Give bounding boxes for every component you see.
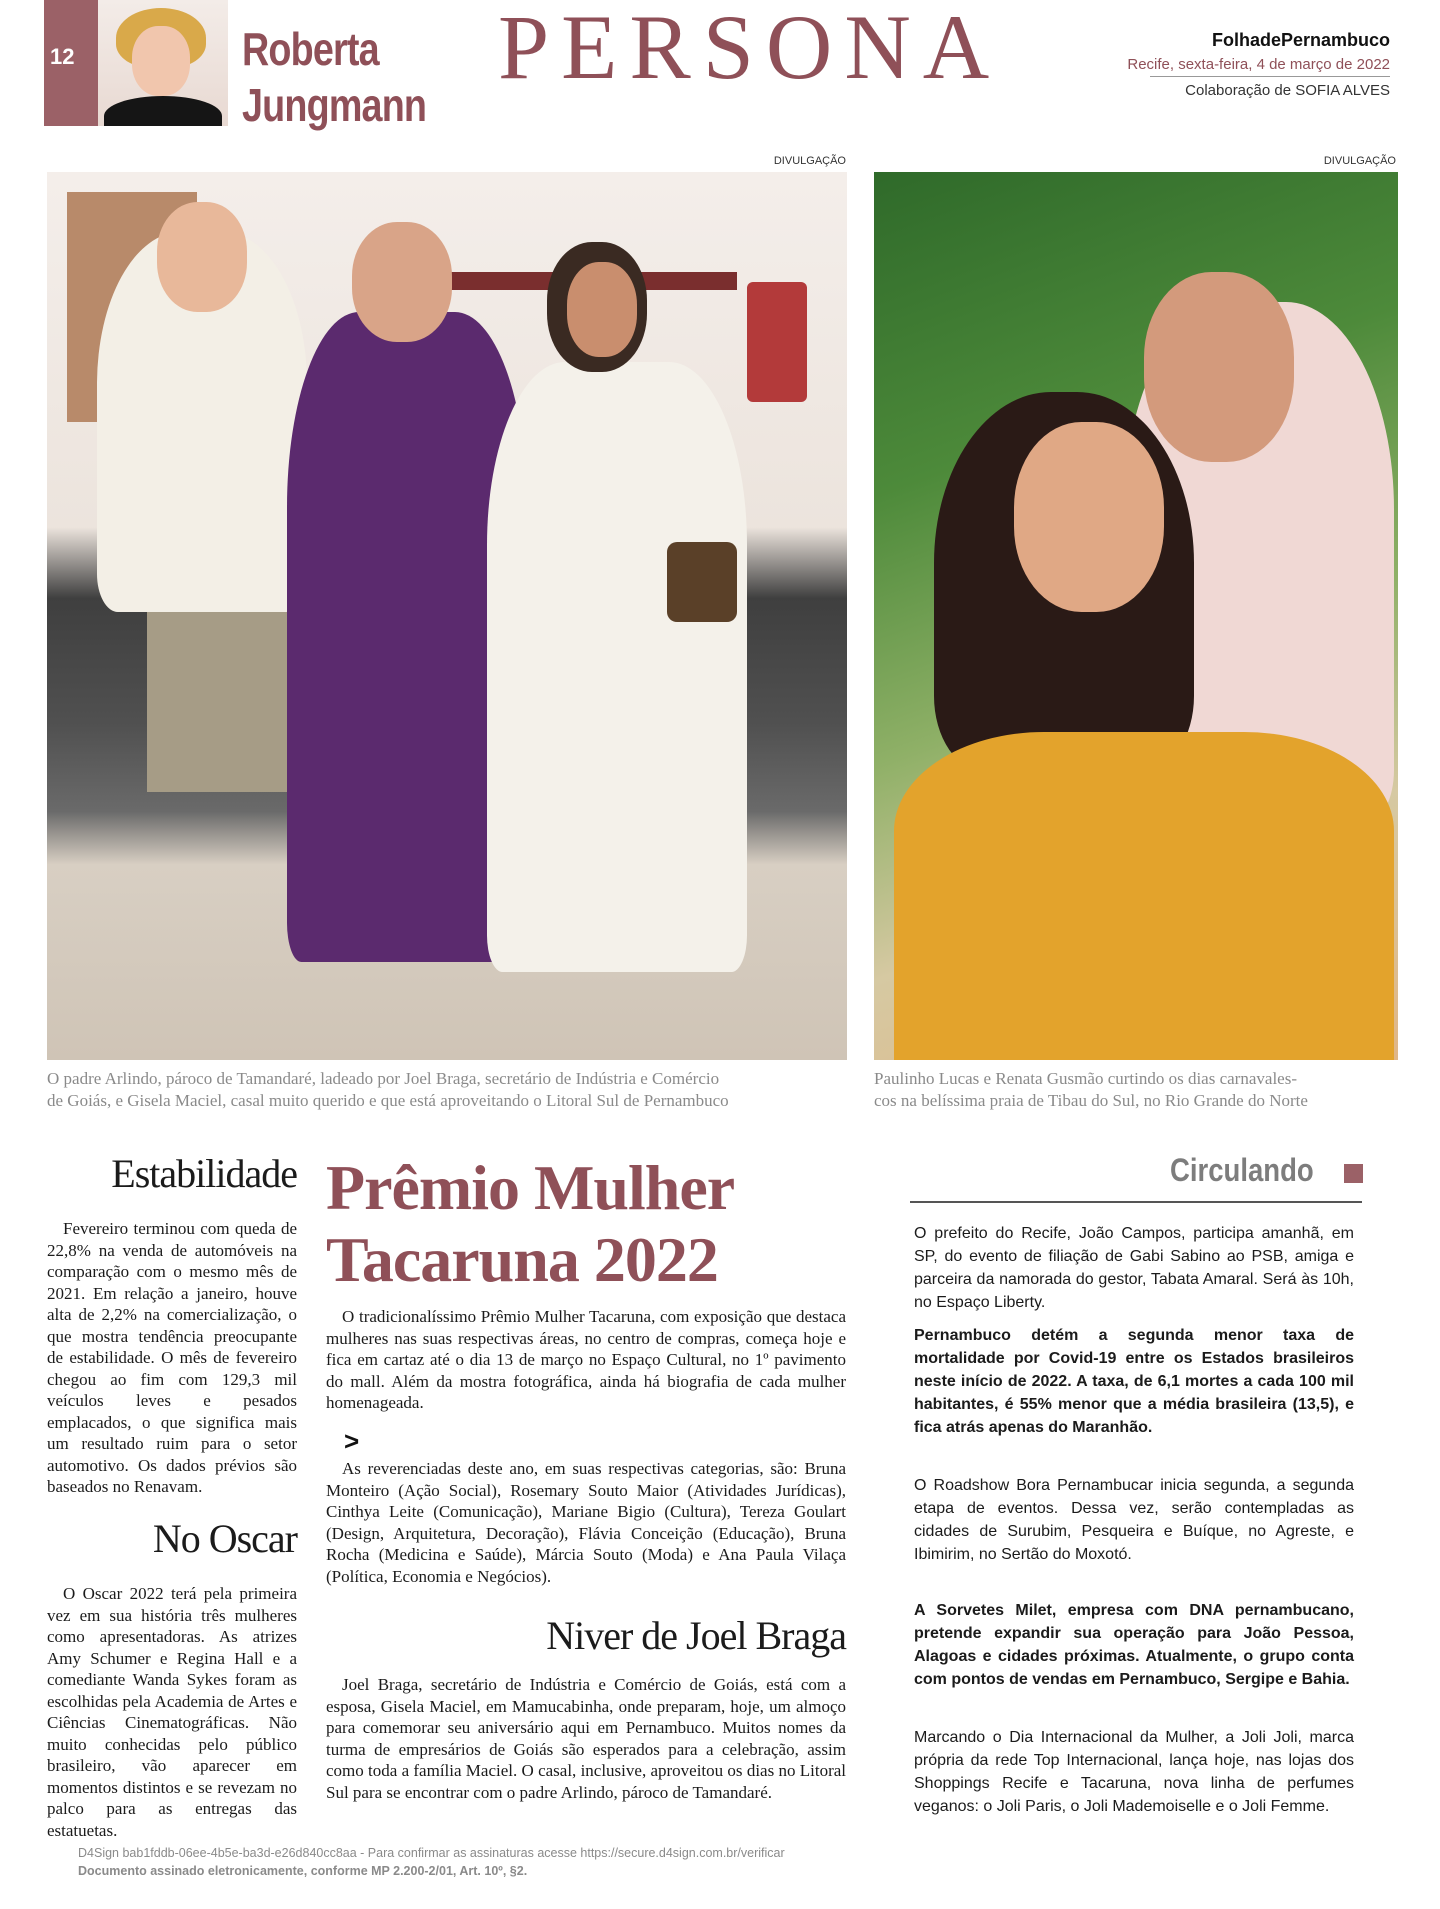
caption-line: cos na belíssima praia de Tibau do Sul, no Rio Grande do Norte bbox=[874, 1091, 1308, 1110]
circulando-rule bbox=[910, 1201, 1362, 1203]
date-line: Recife, sexta-feira, 4 de março de 2022 bbox=[1127, 56, 1390, 73]
newspaper-name: FolhadePernambuco bbox=[1211, 30, 1390, 50]
woman-white-dress bbox=[487, 362, 747, 972]
collaboration-line: Colaboração de SOFIA ALVES bbox=[1185, 82, 1390, 99]
columnist-portrait bbox=[98, 0, 228, 126]
photo-caption bbox=[874, 1068, 1398, 1112]
text-premio-homenageadas: As reverenciadas deste ano, em suas respectivas categorias, são: Bruna Monteiro (Ação Social), Rosemary Souto Maior (Atividades Jurídicas), Cinthya Leite (Comunicação), Mariane Bigio (Cultura), Tereza Goulart (Design, Arquitetura, Decoração), Flávia Conceição (Educação), Bruna Rocha (Medicina e Saúde), Márcia Souto (Moda) e Ana Paula Vilaça (Política, Economia e Negócios). bbox=[326, 1459, 846, 1586]
photo-padre-arlindo bbox=[47, 172, 847, 1060]
page-number: 12 bbox=[50, 44, 75, 69]
heading-no-oscar: No Oscar bbox=[152, 1516, 297, 1561]
woman-leopard-dress bbox=[894, 732, 1394, 1060]
man-face bbox=[1144, 272, 1294, 462]
man-face bbox=[157, 202, 247, 312]
woman-face bbox=[1014, 422, 1164, 612]
portrait-face bbox=[132, 26, 190, 96]
text-estabilidade: Fevereiro terminou com queda de 22,8% na venda de automóveis na comparação com o mesmo mês de 2021. Em relação a janeiro, houve alta de 2,2% na comercialização, o que mostra tendência preocupante de estabilidade. O mês de fevereiro chegou ao fim com 129,3 mil veículos leves e pesados emplacados, o que significa mais um resultado ruim para o setor automotivo. Os dados prévios são baseados no Renavam. bbox=[47, 1219, 297, 1496]
main-headline bbox=[326, 1152, 866, 1296]
text-niver-joel-braga: Joel Braga, secretário de Indústria e Comércio de Goiás, está com a esposa, Gisela Maciel, em Mamucabinha, onde preparam, hoje, um almoço para comemorar seu aniversário aqui em Pernambuco. Muitos nomes da turma de empresários de Goiás são esperados para a celebração, assim como toda a família Maciel. O casal, inclusive, aproveitou os dias no Litoral Sul para se encontrar com o padre Arlindo, pároco de Tamandaré. bbox=[326, 1675, 846, 1802]
photo-caption bbox=[47, 1068, 857, 1112]
man-shorts bbox=[147, 612, 297, 792]
heading-estabilidade: Estabilidade bbox=[111, 1151, 297, 1196]
woman-handbag bbox=[667, 542, 737, 622]
arrow-marker: > bbox=[344, 1426, 360, 1456]
photo-credit: DIVULGAÇÃO bbox=[773, 155, 846, 167]
padre-face bbox=[352, 222, 452, 342]
signature-footer-legal: Documento assinado eletronicamente, conforme MP 2.200-2/01, Art. 10º, §2. bbox=[78, 1864, 528, 1878]
caption-line: de Goiás, e Gisela Maciel, casal muito querido e que está aproveitando o Litoral Sul de Pernambuco bbox=[47, 1091, 729, 1110]
circulando-item: O prefeito do Recife, João Campos, participa amanhã, em SP, do evento de filiação de Gabi Sabino ao PSB, amiga e parceira da namorada do gestor, Tabata Amaral. Será às 10h, no Espaço Liberty. bbox=[914, 1225, 1354, 1311]
columnist-last-name: Jungmann bbox=[242, 79, 427, 131]
section-title: PERSONA bbox=[498, 0, 1002, 98]
text-premio-intro: O tradicionalíssimo Prêmio Mulher Tacaruna, com exposição que destaca mulheres nas suas respectivas áreas, no centro de compras, começa hoje e fica em cartaz até o dia 13 de março no Espaço Cultural, no 1º pavimento do mall. Além da mostra fotográfica, ainda há biografia de cada mulher homenageada. bbox=[326, 1307, 846, 1412]
woman-face bbox=[567, 262, 637, 357]
caption-line: O padre Arlindo, pároco de Tamandaré, ladeado por Joel Braga, secretário de Indústria e Comércio bbox=[47, 1069, 720, 1088]
heading-square-marker bbox=[1344, 1164, 1363, 1183]
circulando-item: O Roadshow Bora Pernambucar inicia segunda, a segunda etapa de eventos. Dessa vez, serão contempladas as cidades de Surubim, Pesqueira e Buíque, no Agreste, e Ibimirim, no Sertão do Moxotó. bbox=[914, 1477, 1354, 1563]
heading-circulando: Circulando bbox=[1170, 1152, 1314, 1188]
signature-footer: D4Sign bab1fddb-06ee-4b5e-ba3d-e26d840cc8aa - Para confirmar as assinaturas acesse https://secure.d4sign.com.br/verificar bbox=[78, 1846, 785, 1860]
header-rule bbox=[1150, 76, 1390, 77]
circulando-item: Pernambuco detém a segunda menor taxa de mortalidade por Covid-19 entre os Estados brasileiros neste início de 2022. A taxa, de 6,1 mortes a cada 100 mil habitantes, é 55% menor que a média brasileira (13,5), e fica atrás apenas do Maranhão. bbox=[914, 1327, 1354, 1436]
circulando-item: Marcando o Dia Internacional da Mulher, a Joli Joli, marca própria da rede Top Internacional, lança hoje, nas lojas dos Shoppings Recife e Tacaruna, nova linha de perfumes veganos: o Joli Paris, o Joli Mademoiselle e o Joli Femme. bbox=[914, 1729, 1354, 1815]
photo-paulinho-renata bbox=[874, 172, 1398, 1060]
caption-line: Paulinho Lucas e Renata Gusmão curtindo os dias carnavales- bbox=[874, 1069, 1297, 1088]
photo-credit: DIVULGAÇÃO bbox=[1323, 155, 1396, 167]
circulando-item: A Sorvetes Milet, empresa com DNA pernambucano, pretende expandir sua operação para João Pessoa, Alagoas e cidades próximas. Atualmente, o grupo conta com pontos de vendas em Pernambuco, Sergipe e Bahia. bbox=[914, 1602, 1354, 1688]
headline-line: Tacaruna 2022 bbox=[326, 1224, 718, 1295]
text-no-oscar: O Oscar 2022 terá pela primeira vez em sua história três mulheres como apresentadoras. As atrizes Amy Schumer e Regina Hall e a comediante Wanda Sykes foram as escolhidas pela Academia de Artes e Ciências Cinematográficas. Não muito conhecidas pelo público brasileiro, vão aparecer em momentos distintos e se revezam no palco para as entregas das estatuetas. bbox=[47, 1584, 297, 1840]
portrait-body bbox=[104, 96, 222, 126]
columnist-first-name: Roberta bbox=[242, 23, 379, 75]
headline-line: Prêmio Mulher bbox=[326, 1152, 735, 1223]
red-chair bbox=[747, 282, 807, 402]
heading-niver-joel-braga: Niver de Joel Braga bbox=[546, 1613, 846, 1658]
